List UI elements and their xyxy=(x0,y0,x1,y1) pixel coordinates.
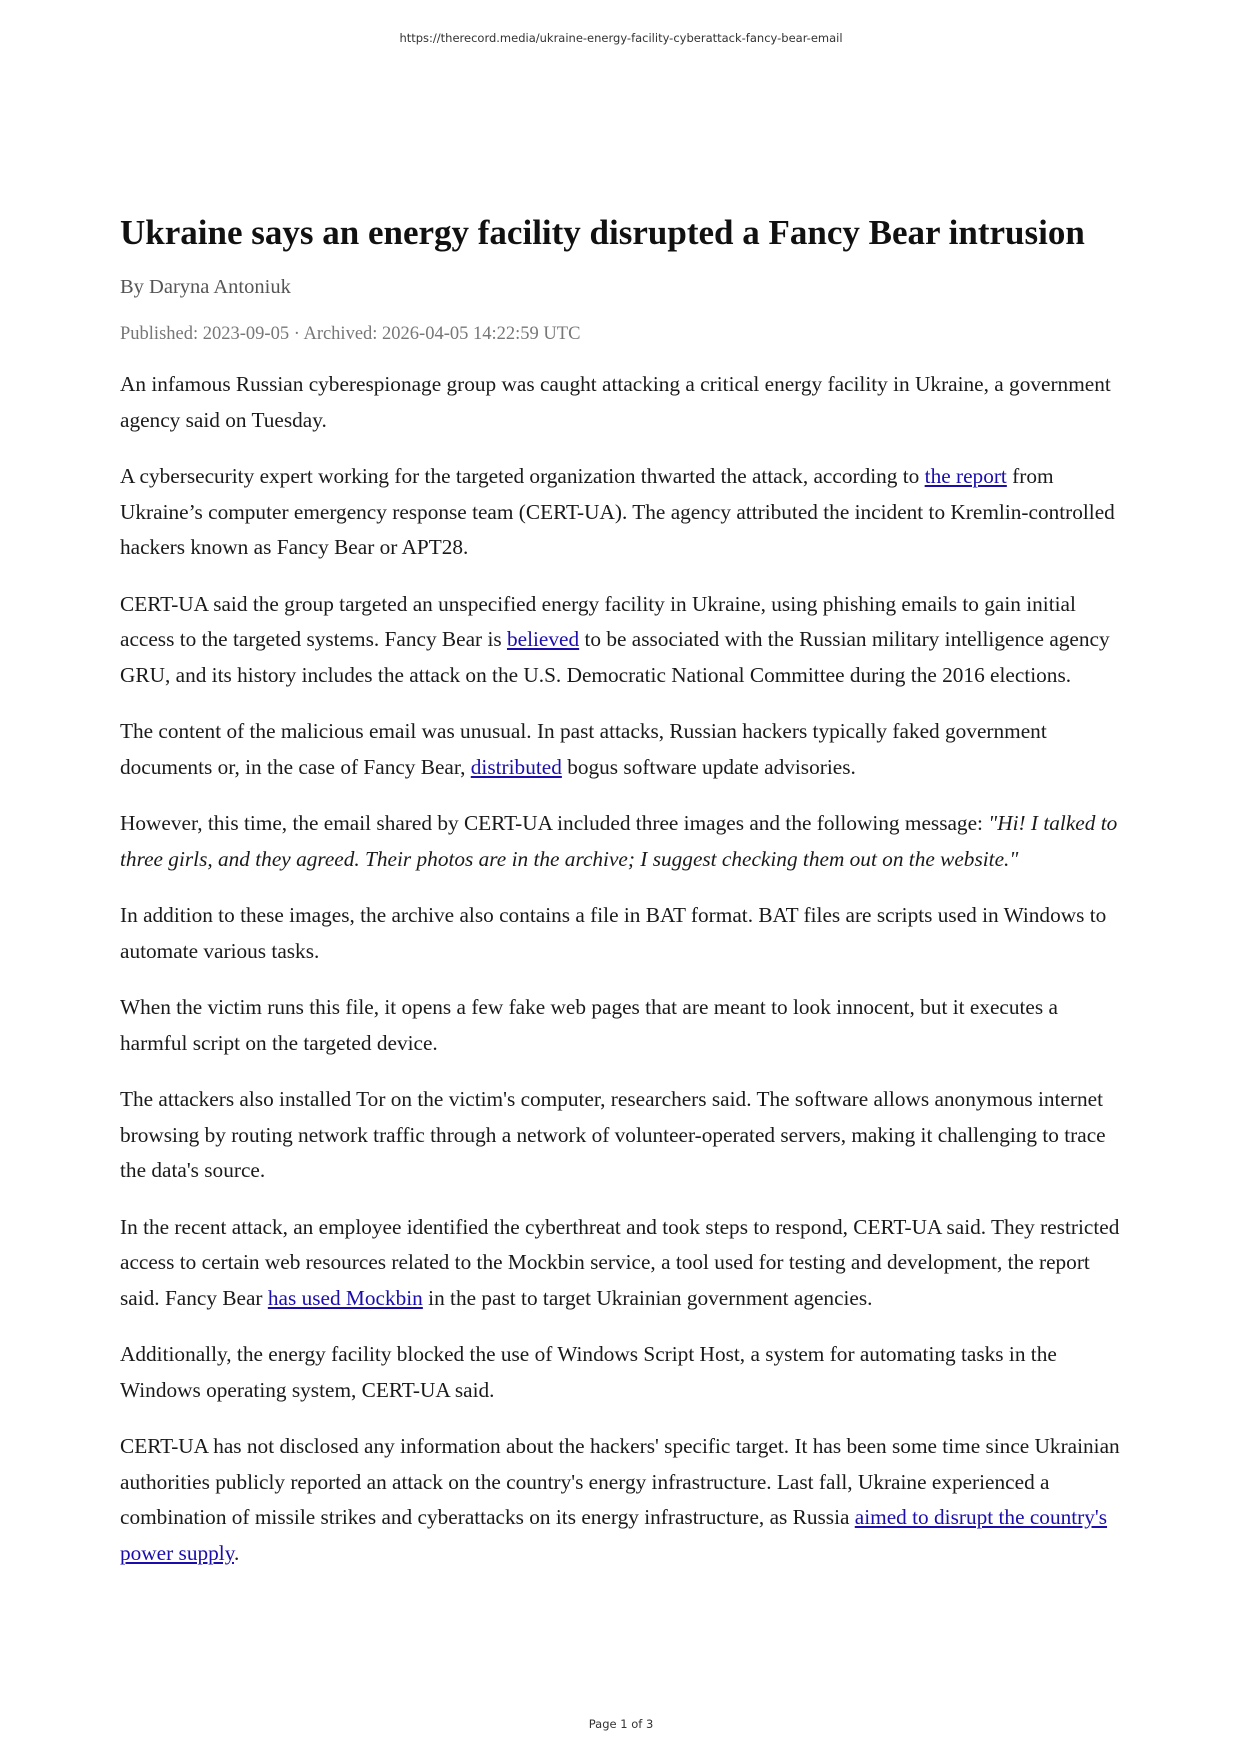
email-message-quote: "Hi! I talked to three girls, and they agreed. Their photos are in the archive; I suggest checking them out on the website." xyxy=(120,811,1118,871)
paragraph-11-text-before: CERT-UA has not disclosed any information about the hackers' specific target. It has been some time since Ukrainian authorities publicly reported an attack on the country's energy infrastructure. Last fall, Ukraine experienced a combination of missile strikes and cyberattacks on its energy infrastructure, as Russia xyxy=(120,1434,1120,1529)
paragraph-2 xyxy=(120,459,1130,566)
paragraph-9-text-before: In the recent attack, an employee identified the cyberthreat and took steps to respond, CERT-UA said. They restricted access to certain web resources related to the Mockbin service, a tool used for testing and development, the report said. Fancy Bear xyxy=(120,1214,1120,1310)
paragraph-11 xyxy=(120,1429,1130,1571)
paragraph-5 xyxy=(120,806,1130,877)
distributed-link[interactable]: distributed xyxy=(470,754,562,779)
paragraph-6: In addition to these images, the archive also contains a file in BAT format. BAT files are scripts used in Windows to automate various tasks. xyxy=(120,903,1107,963)
paragraph-3 xyxy=(120,587,1130,694)
paragraph-1: An infamous Russian cyberespionage group was caught attacking a critical energy facility in Ukraine, a government agency said on Tuesday. xyxy=(120,372,1111,432)
paragraph-3-text-after: to be associated with the Russian military intelligence agency GRU, and its history includes the attack on the U.S. Democratic National Committee during the 2016 elections. xyxy=(120,627,1110,687)
the-report-link[interactable]: the report xyxy=(924,464,1007,488)
paragraph-4-text-after: bogus software update advisories. xyxy=(561,754,856,779)
paragraph-2-text-before: A cybersecurity expert working for the targeted organization thwarted the attack, according to xyxy=(120,464,925,488)
article xyxy=(120,210,1130,1592)
paragraph-10: Additionally, the energy facility blocked the use of Windows Script Host, a system for automating tasks in the Windows operating system, CERT-UA said. xyxy=(120,1342,1057,1402)
paragraph-2-text-after: from Ukraine’s computer emergency response team (CERT-UA). The agency attributed the incident to Kremlin-controlled hackers known as Fancy Bear or APT28. xyxy=(120,464,1115,559)
paragraph-7: When the victim runs this file, it opens a few fake web pages that are meant to look innocent, but it executes a harmful script on the targeted device. xyxy=(120,995,1058,1055)
paragraph-9 xyxy=(120,1210,1130,1317)
paragraph-8: The attackers also installed Tor on the victim's computer, researchers said. The software allows anonymous internet browsing by routing network traffic through a network of volunteer-operated servers, making it challenging to trace the data's source. xyxy=(120,1087,1106,1182)
paragraph-4 xyxy=(120,714,1130,785)
paragraph-3-text-before: CERT-UA said the group targeted an unspecified energy facility in Ukraine, using phishing emails to gain initial access to the targeted systems. Fancy Bear is xyxy=(120,591,1076,651)
article-title: Ukraine says an energy facility disrupted a Fancy Bear intrusion xyxy=(120,213,1085,252)
paragraph-4-text-before: The content of the malicious email was unusual. In past attacks, Russian hackers typically faked government documents or, in the case of Fancy Bear, xyxy=(120,719,1047,779)
page-url-header: https://therecord.media/ukraine-energy-facility-cyberattack-fancy-bear-email xyxy=(399,31,843,45)
article-byline: By Daryna Antoniuk xyxy=(120,276,291,298)
power-supply-link[interactable]: aimed to disrupt the country's power supply xyxy=(120,1505,1108,1565)
paragraph-5-text-before: However, this time, the email shared by CERT-UA included three images and the following message: xyxy=(120,811,989,835)
paragraph-9-text-after: in the past to target Ukrainian government agencies. xyxy=(422,1285,873,1310)
believed-link[interactable]: believed xyxy=(506,627,580,651)
paragraph-11-text-after: . xyxy=(233,1540,240,1565)
page-number-footer: Page 1 of 3 xyxy=(588,1717,654,1731)
has-used-mockbin-link[interactable]: has used Mockbin xyxy=(267,1285,423,1310)
article-publish-meta: Published: 2023-09-05 · Archived: 2026-04-05 14:22:59 UTC xyxy=(120,324,581,344)
article-body xyxy=(120,367,1130,1571)
